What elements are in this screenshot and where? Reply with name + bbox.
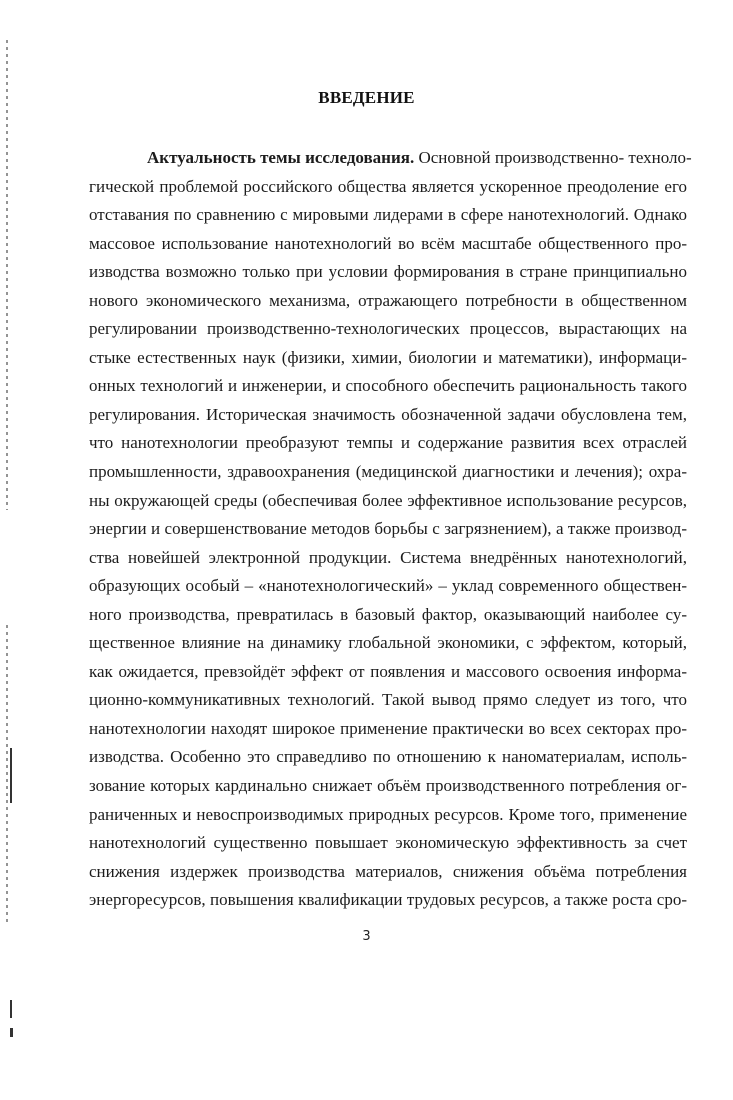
scan-mark-artifact — [10, 1000, 12, 1018]
paragraph-line: изводства. Особенно это справедливо по отношению к наноматериалам, исполь- — [89, 747, 687, 767]
paragraph-line: энергии и совершенствование методов борьбы с загрязнением), а также производ- — [89, 519, 687, 539]
paragraph-line: как ожидается, превзойдёт эффект от появления и массового освоения информа- — [89, 661, 687, 681]
paragraph-line: регулирования. Историческая значимость обозначенной задачи обусловлена тем, — [89, 404, 687, 424]
paragraph-line: энергоресурсов, повышения квалификации трудовых ресурсов, а также роста сро- — [89, 890, 687, 910]
paragraph-line: нового экономического механизма, отражающего потребности в общественном — [89, 290, 687, 310]
paragraph-line: нанотехнологий существенно повышает экономическую эффективность за счет — [89, 833, 687, 853]
paragraph-line: отставания по сравнению с мировыми лидерами в сфере нанотехнологий. Однако — [89, 205, 687, 225]
paragraph-line: образующих особый – «нанотехнологический» – уклад современного обществен- — [89, 576, 687, 596]
paragraph-line: раниченных и невоспроизводимых природных ресурсов. Кроме того, применение — [89, 804, 687, 824]
paragraph-line: регулировании производственно-технологических процессов, вырастающих на — [89, 319, 687, 339]
section-title: ВВЕДЕНИЕ — [318, 88, 415, 107]
paragraph-lead: Актуальность темы исследования. — [147, 148, 415, 167]
scan-edge-artifact — [6, 40, 8, 510]
paragraph-line: снижения издержек производства материалов, снижения объёма потребления — [89, 861, 687, 881]
paragraph-line: изводства возможно только при условии формирования в стране принципиально — [89, 262, 687, 282]
scan-mark-artifact — [10, 748, 12, 803]
paragraph-line: нанотехнологии находят широкое применение практически во всех секторах про- — [89, 718, 687, 738]
paragraph-line: что нанотехнологии преобразуют темпы и содержание развития всех отраслей — [89, 433, 687, 453]
page-number: 3 — [362, 929, 371, 944]
paragraph-line: массовое использование нанотехнологий во всём масштабе общественного про- — [89, 233, 687, 253]
paragraph-line: Актуальность темы исследования. Основной производственно- техноло- — [147, 148, 692, 167]
body-paragraph — [89, 144, 692, 915]
paragraph-line: ны окружающей среды (обеспечивая более эффективное использование ресурсов, — [89, 490, 687, 510]
scan-edge-artifact — [6, 625, 8, 925]
paragraph-line: ства новейшей электронной продукции. Система внедрённых нанотехнологий, — [89, 547, 687, 567]
paragraph-line: гической проблемой российского общества является ускоренное преодоление его — [89, 176, 687, 196]
paragraph-line: промышленности, здравоохранения (медицинской диагностики и лечения); охра- — [89, 462, 687, 482]
scan-mark-artifact — [10, 1028, 13, 1037]
paragraph-line: ного производства, превратилась в базовый фактор, оказывающий наиболее су- — [89, 604, 687, 624]
paragraph-line: онных технологий и инженерии, и способного обеспечить рациональность такого — [89, 376, 687, 396]
paragraph-line: ционно-коммуникативных технологий. Такой вывод прямо следует из того, что — [89, 690, 687, 710]
paragraph-line: зование которых кардинально снижает объём производственного потребления ог- — [89, 776, 687, 796]
paragraph-line: стыке естественных наук (физики, химии, биологии и математики), информаци- — [89, 347, 687, 367]
paragraph-line: щественное влияние на динамику глобальной экономики, с эффектом, который, — [89, 633, 687, 653]
